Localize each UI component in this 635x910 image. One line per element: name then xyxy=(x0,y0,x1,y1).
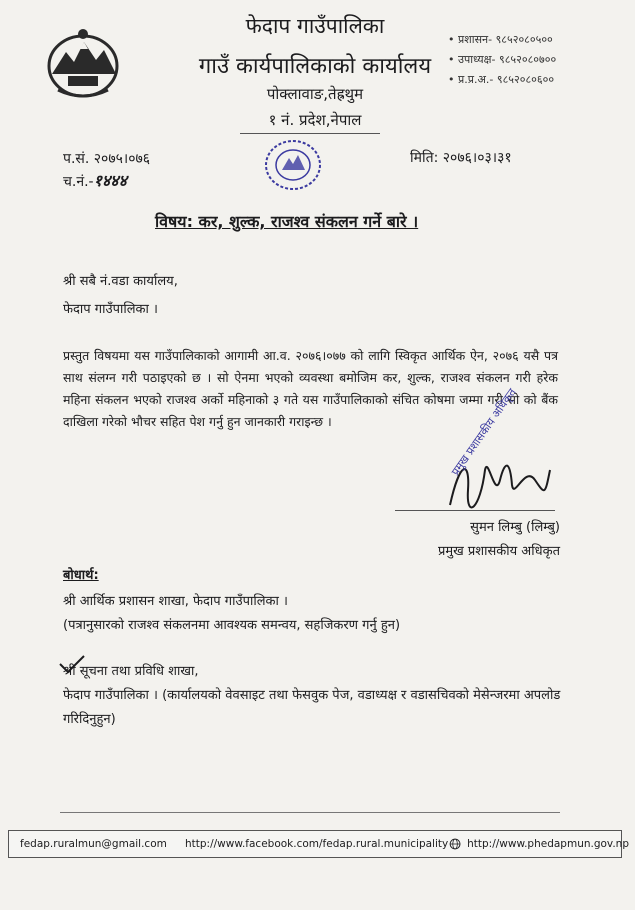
footer-email xyxy=(9,831,171,857)
addressee-block xyxy=(63,268,178,324)
reference-chn-label: च.नं.- xyxy=(63,174,94,190)
cc-item-it-line2: फेदाप गाउँपालिका । (कार्यालयको वेवसाइट तथा फेसवुक पेज, वडाध्यक्ष र वडासचिवको मेसेन्जरमा अपलोड गरिदिनुहुन) xyxy=(63,688,561,727)
reference-chn-number: १४४४ xyxy=(93,171,127,190)
signer-name: सुमन लिम्बु (लिम्बु) xyxy=(470,520,560,535)
letter-body: प्रस्तुत विषयमा यस गाउँपालिकाको आगामी आ.व. २०७६।०७७ को लागि स्विकृत आर्थिक ऐन, २०७६ यसै पत्र साथ संलग्न गरी पठाइएको छ । सो ऐनमा भएको व्यवस्था बमोजिम कर, शुल्क, राजश्व संकलन गरी हरेक महिना संकलन भएको राजश्व अर्को महिनाको ३ गते यस गाउँपालिकाको संचित कोषमा जम्मा गरी सो को बैंक दाखिला गरेको भौचर सहित पेश गर्नु हुन जानकारी गराइन्छ । xyxy=(63,348,558,429)
cc-item-it xyxy=(63,660,583,732)
letter-subject: विषय: कर, शुल्क, राजश्व संकलन गर्ने बारे । xyxy=(155,212,419,231)
emblem-icon xyxy=(38,22,128,102)
cc-item-finance xyxy=(63,590,400,638)
footer-bar xyxy=(8,830,629,858)
footer-website-text[interactable]: http://www.phedapmun.gov.np xyxy=(467,838,629,850)
footer-facebook xyxy=(171,831,449,857)
letterhead-line4: १ नं. प्रदेश,नेपाल xyxy=(268,111,362,129)
cc-item-finance-line2: (पत्रानुसारको राजश्व संकलनमा आवश्यक समन्वय, सहजिकरण गर्नु हुन) xyxy=(63,618,401,633)
contact-cao: • प्र.प्र.अ.- ९८५२०८०६०० xyxy=(448,73,555,86)
globe-icon xyxy=(449,836,461,852)
signature-line xyxy=(395,510,555,511)
seal-icon xyxy=(262,136,324,194)
cc-item-it-line1: श्री सूचना तथा प्रविधि शाखा, xyxy=(63,664,199,679)
letterhead-line2: गाउँ कार्यपालिकाको कार्यालय xyxy=(198,54,432,79)
bottom-rule xyxy=(60,812,560,813)
letterhead-line1: फेदाप गाउँपालिका xyxy=(245,14,385,38)
contact-vice-chair: • उपाध्यक्ष- ९८५२०८०७०० xyxy=(448,53,557,66)
reference-block xyxy=(63,148,150,193)
cc-item-finance-line1: श्री आर्थिक प्रशासन शाखा, फेदाप गाउँपालिका । xyxy=(63,594,288,609)
footer-email-text[interactable]: fedap.ruralmun@gmail.com xyxy=(20,838,167,850)
letterhead-underline xyxy=(240,133,380,134)
addressee-line1: श्री सबै नं.वडा कार्यालय, xyxy=(63,274,178,289)
contact-list xyxy=(448,30,628,90)
footer-website xyxy=(443,831,635,857)
cc-heading: बोधार्थ: xyxy=(63,568,99,583)
signature-stamp: प्रमुख प्रशासकीय अधिकृत xyxy=(448,385,519,479)
reference-ps: प.सं. २०७५।०७६ xyxy=(63,151,151,167)
addressee-line2: फेदाप गाउँपालिका । xyxy=(63,302,158,317)
letter-date: मिति: २०७६।०३।३१ xyxy=(410,150,512,166)
signer-title: प्रमुख प्रशासकीय अधिकृत xyxy=(437,544,560,559)
reference-chn xyxy=(63,170,150,193)
letterhead-line3: पोक्लावाङ,तेह्रथुम xyxy=(266,85,364,103)
signer-block xyxy=(395,516,560,564)
footer-facebook-text[interactable]: http://www.facebook.com/fedap.rural.municipality xyxy=(185,838,449,850)
contact-admin: • प्रशासन- ९८५२०८०५०० xyxy=(448,33,553,46)
